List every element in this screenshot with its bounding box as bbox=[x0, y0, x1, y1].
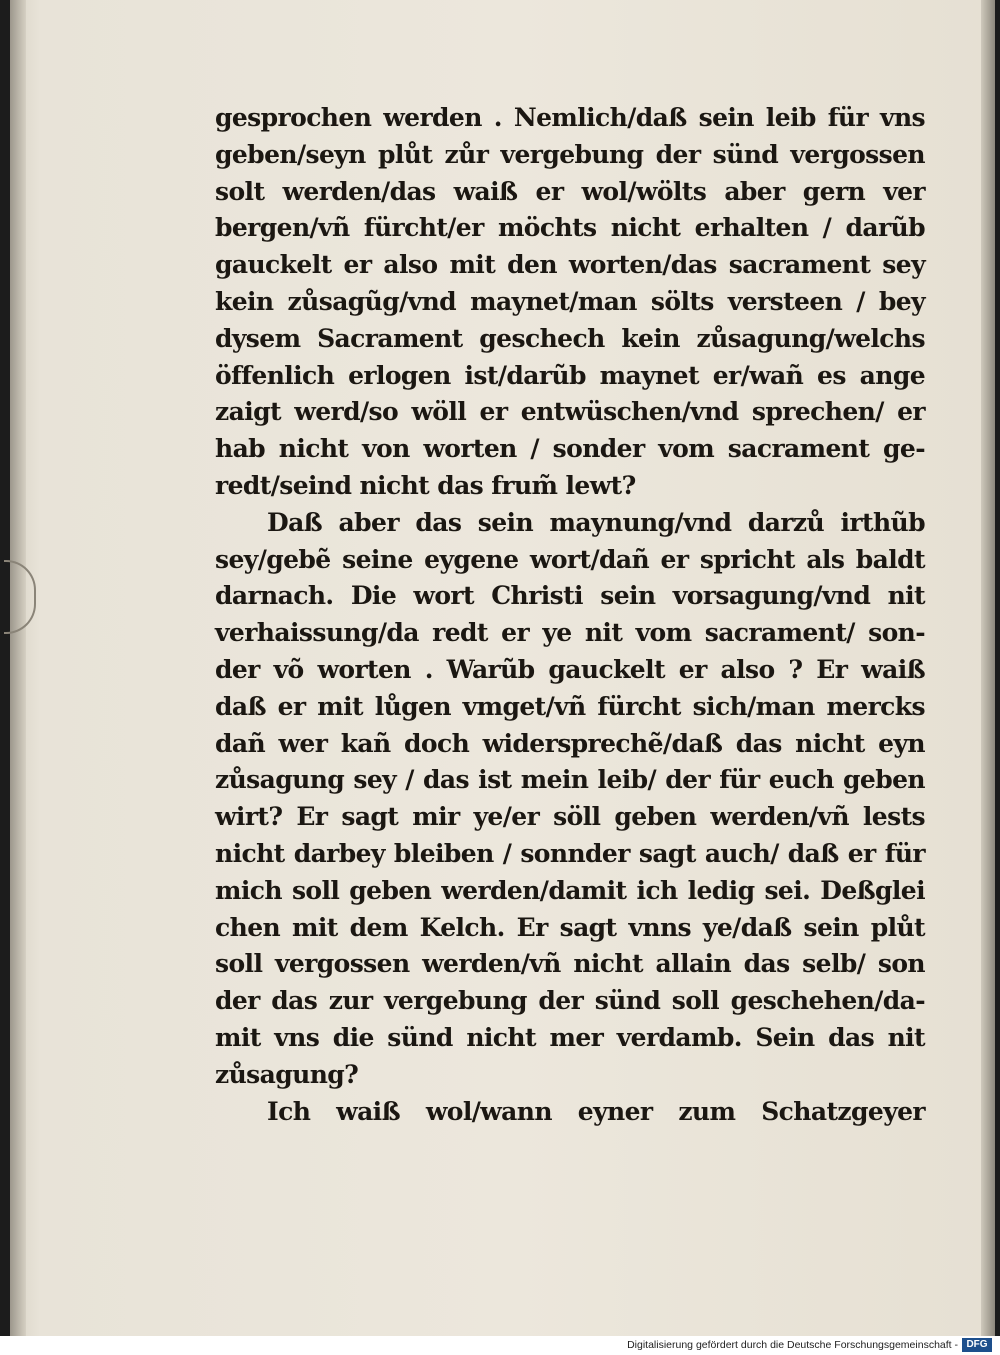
text-line: redt/seind nicht das frum̃ lewt? bbox=[215, 470, 636, 500]
text-line: der võ worten . Warũb gauckelt er also ? Er waiß bbox=[215, 654, 925, 684]
text-line: bergen/vñ fürcht/er möchts nicht erhalten / darũb bbox=[215, 213, 925, 243]
text-line: daß er mit lůgen vmget/vñ fürcht sich/man mercks bbox=[215, 691, 925, 721]
book-page bbox=[10, 0, 995, 1336]
funding-credit: Digitalisierung gefördert durch die Deutsche Forschungsgemeinschaft - bbox=[627, 1339, 958, 1351]
text-line: darnach. Die wort Christi sein vorsagung/vnd nit bbox=[215, 581, 925, 611]
text-line: dañ wer kañ doch widersprechẽ/daß das nicht eyn bbox=[215, 728, 925, 758]
text-line: zůsagung? bbox=[215, 1059, 359, 1089]
text-line: mich soll geben werden/damit ich ledig sei. Deßglei bbox=[215, 875, 925, 905]
footer-bar bbox=[0, 1336, 1000, 1355]
text-line: verhaissung/da redt er ye nit vom sacrament/ son- bbox=[215, 618, 925, 648]
text-line: gauckelt er also mit den worten/das sacrament sey bbox=[215, 250, 925, 280]
page-gutter-shadow bbox=[10, 0, 26, 1336]
text-line: gesprochen werden . Nemlich/daß sein leib für vns bbox=[215, 103, 925, 132]
text-line: Daß aber das sein maynung/vnd darzů irthũb bbox=[267, 507, 925, 537]
text-line: sey/gebẽ seine eygene wort/dañ er spricht als baldt bbox=[215, 544, 925, 574]
text-line: mit vns die sünd nicht mer verdamb. Sein das nit bbox=[215, 1022, 925, 1052]
text-line: öffenlich erlogen ist/darũb maynet er/wañ es ange bbox=[215, 360, 925, 390]
text-line: soll vergossen werden/vñ nicht allain das selb/ son bbox=[215, 949, 925, 979]
text-line: nicht darbey bleiben / sonnder sagt auch/ daß er für bbox=[215, 838, 925, 868]
page-text-block bbox=[215, 100, 925, 1130]
text-line: chen mit dem Kelch. Er sagt vnns ye/daß sein plůt bbox=[215, 912, 925, 942]
text-line: zaigt werd/so wöll er entwüschen/vnd sprechen/ er bbox=[215, 397, 925, 427]
text-line: zůsagung sey / das ist mein leib/ der für euch geben bbox=[215, 765, 925, 795]
dfg-logo[interactable]: DFG bbox=[962, 1338, 992, 1352]
text-line: solt werden/das waiß er wol/wölts aber gern ver bbox=[215, 176, 925, 206]
text-line: wirt? Er sagt mir ye/er söll geben werden/vñ lests bbox=[215, 802, 925, 832]
text-line: kein zůsagũg/vnd maynet/man sölts versteen / bey bbox=[215, 286, 925, 316]
text-line: Ich waiß wol/wann eyner zum Schatzgeyer bbox=[267, 1096, 925, 1126]
text-line: geben/seyn plůt zůr vergebung der sünd vergossen bbox=[215, 139, 925, 169]
text-line: dysem Sacrament geschech kein zůsagung/welchs bbox=[215, 323, 925, 353]
text-line: hab nicht von worten / sonder vom sacrament ge- bbox=[215, 434, 925, 464]
page-clip-mark bbox=[4, 560, 36, 634]
text-line: der das zur vergebung der sünd soll geschehen/da- bbox=[215, 986, 925, 1016]
page-right-edge bbox=[981, 0, 995, 1336]
